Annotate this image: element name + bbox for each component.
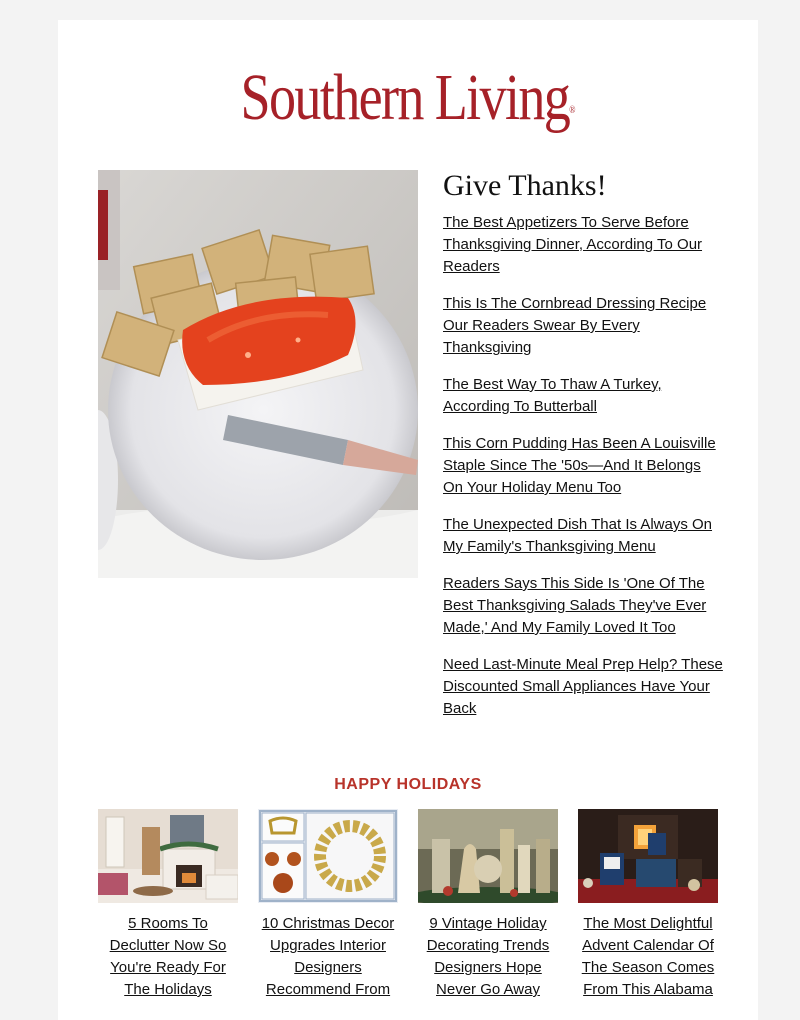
hero-image[interactable] [98,170,418,578]
southern-living-logo[interactable]: Southern Living® [240,61,576,134]
tile-link[interactable]: 5 Rooms To Declutter Now So You're Ready For The Holidays [109,915,227,998]
article-link[interactable]: The Best Appetizers To Serve Before Thanksgiving Dinner, According To Our Readers [443,214,703,275]
tile-link[interactable]: The Most Delightful Advent Calendar Of The Season Comes From This Alabama [581,915,715,998]
article-link[interactable]: The Best Way To Thaw A Turkey, According To Butterball [443,376,662,415]
tile-link[interactable]: 10 Christmas Decor Upgrades Interior Designers Recommend From [261,915,395,998]
decor-photo[interactable] [258,809,398,903]
holidays-heading: HAPPY HOLIDAYS [334,776,482,793]
article-link-list [443,212,723,720]
article-link[interactable]: This Corn Pudding Has Been A Louisville Staple Since The '50s—And It Belongs On Your Holiday Menu Too [443,435,716,496]
tile-link[interactable]: 9 Vintage Holiday Decorating Trends Designers Hope Never Go Away [426,915,550,998]
article-link[interactable]: The Unexpected Dish That Is Always On My Family's Thanksgiving Menu [443,516,713,555]
newsletter-card [58,20,758,1020]
holiday-tile[interactable] [578,809,718,1001]
section-title: Give Thanks! [443,169,607,202]
article-link[interactable]: This Is The Cornbread Dressing Recipe Our Readers Swear By Every Thanksgiving [443,295,707,356]
vintage-decor-photo[interactable] [418,809,558,903]
logo-text: Southern Living [240,61,570,134]
holiday-tile[interactable] [258,809,398,1001]
appetizer-photo [98,170,418,578]
advent-calendar-photo[interactable] [578,809,718,903]
holiday-tile[interactable] [98,809,238,1001]
article-link[interactable]: Readers Says This Side Is 'One Of The Best Thanksgiving Salads They've Ever Made,' And My Family Loved It Too [443,575,707,636]
thanksgiving-section [443,170,723,735]
holiday-tile[interactable] [418,809,558,1001]
living-room-photo[interactable] [98,809,238,903]
article-link[interactable]: Need Last-Minute Meal Prep Help? These Discounted Small Appliances Have Your Back [443,656,723,717]
